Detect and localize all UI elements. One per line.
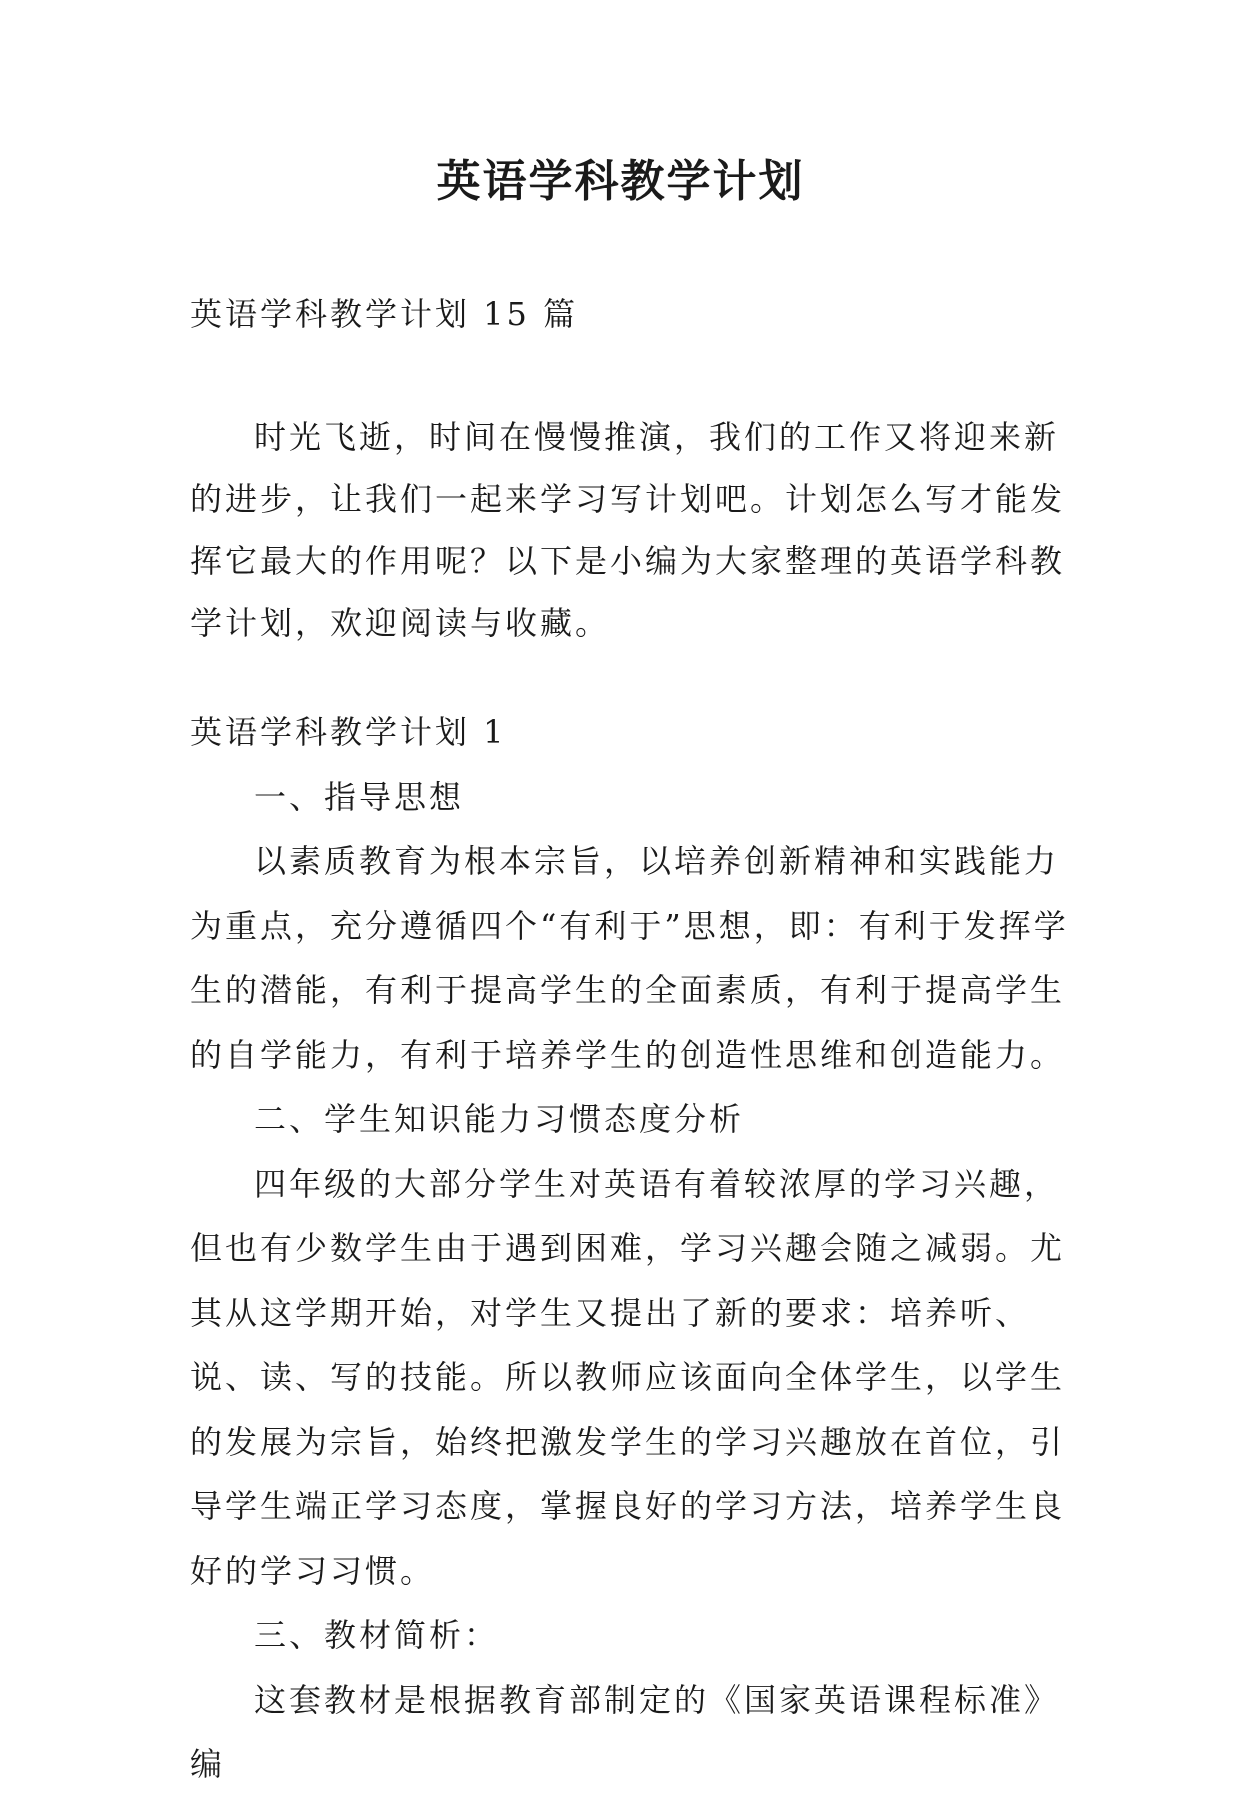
section-heading: 英语学科教学计划 1 [190, 713, 507, 751]
paragraph-textbook-analysis: 这套教材是根据教育部制定的《国家英语课程标准》编 [190, 1680, 1060, 1783]
paragraph-guiding-ideology: 以素质教育为根本宗旨，以培养创新精神和实践能力为重点，充分遵循四个“有利于”思想，即：有利于发挥学生的潜能，有利于提高学生的全面素质，有利于提高学生的自学能力，有利于培养学生的创造性思维和创造能力。 [190, 842, 1069, 1074]
section-1 [190, 700, 1070, 1797]
document-title: 英语学科教学计划 [436, 156, 805, 207]
heading-guiding-ideology: 一、指导思想 [254, 777, 465, 816]
document-subtitle: 英语学科教学计划 15 篇 [190, 295, 579, 333]
intro-paragraph: 时光飞逝，时间在慢慢推演，我们的工作又将迎来新的进步，让我们一起来学习写计划吧。计划怎么写才能发挥它最大的作用呢？以下是小编为大家整理的英语学科教学计划，欢迎阅读与收藏。 [190, 418, 1066, 642]
heading-student-analysis: 二、学生知识能力习惯态度分析 [254, 1100, 745, 1138]
paragraph-student-analysis: 四年级的大部分学生对英语有着较浓厚的学习兴趣，但也有少数学生由于遇到困难，学习兴趣会随之减弱。尤其从这学期开始，对学生又提出了新的要求：培养听、说、读、写的技能。所以教师应该面向全体学生，以学生的发展为宗旨，始终把激发学生的学习兴趣放在首位，引导学生端正学习态度，掌握良好的学习方法，培养学生良好的学习习惯。 [190, 1164, 1066, 1590]
heading-textbook-analysis: 三、教材简析： [254, 1616, 500, 1654]
